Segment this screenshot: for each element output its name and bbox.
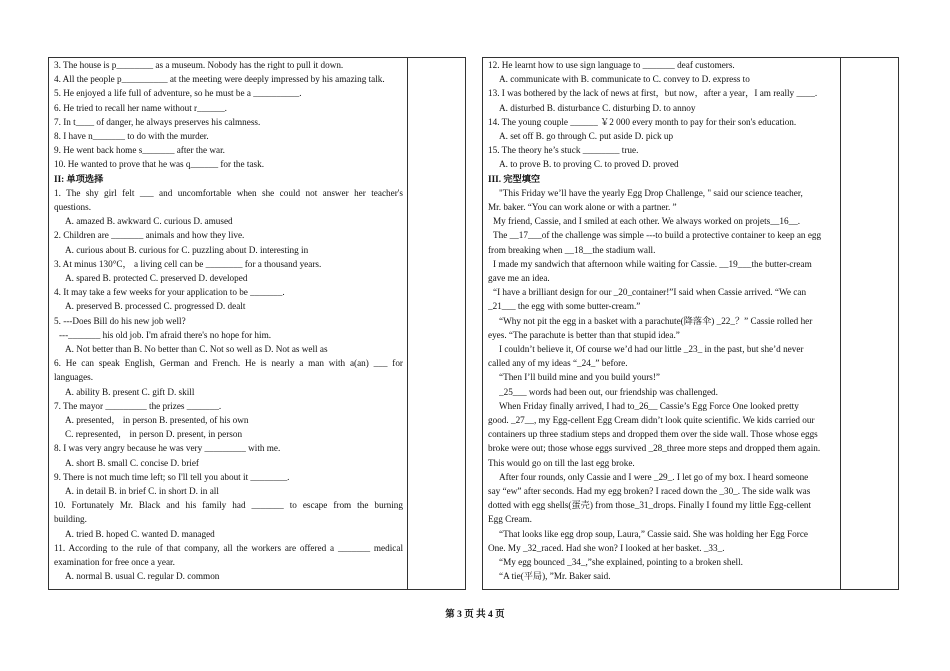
text-line: 14. The young couple ______ ￥2 000 every month to pay for their son's education. — [488, 116, 797, 127]
text-line: 12. He learnt how to use sign language to _______ deaf customers. — [488, 60, 735, 70]
text-line: "This Friday we’ll have the yearly Egg Drop Challenge, " said our science teacher, — [499, 187, 803, 198]
text-line: The __17___of the challenge was simple ---to build a protective container to keep an egg — [493, 230, 822, 241]
text-line: I made my sandwich that afternoon while waiting for Cassie. __19___the butter-cream — [493, 258, 812, 269]
text-line: 10. He wanted to prove that he was q______ for the task. — [54, 159, 264, 170]
text-line: 6. He can speak English, German and French. He is nearly a man with a(an) ___ for — [54, 358, 403, 369]
text-line: “A tie(平局), ”Mr. Baker said. — [499, 571, 611, 582]
text-line: 10. Fortunately Mr. Black and his family had _______ to escape from the burning — [54, 500, 403, 511]
text-line: 3. The house is p________ as a museum. Nobody has the right to pull it down. — [54, 60, 344, 70]
text-line: eyes. “The parachute is better than that stupid idea.” — [488, 329, 680, 340]
left-page-panel — [48, 57, 466, 590]
text-line: building. — [54, 514, 87, 525]
text-line: “My egg bounced _34_,”she explained, pointing to a broken shell. — [499, 557, 743, 567]
text-line: broke were out; those whose eggs survived _28_three more steps and dropped them again. — [488, 443, 821, 454]
text-line: questions. — [54, 202, 92, 212]
text-line: _21___ the egg with some butter-cream.” — [488, 301, 641, 312]
text-line: examination for free once a year. — [54, 557, 175, 567]
left-notes-column — [406, 58, 465, 589]
option-line: A. curious about B. curious for C. puzzling about D. interesting in — [65, 244, 309, 255]
text-line: This would go on till the last egg broke. — [488, 457, 635, 468]
text-line: One. My _32_raced. Had she won? I looked at her basket. _33_. — [488, 542, 725, 553]
right-text-column — [483, 58, 841, 589]
section-heading: II: 单项选择 — [54, 173, 104, 184]
text-line: 15. The theory he’s stuck ________ true. — [488, 145, 639, 156]
text-line: 2. Children are _______ animals and how they live. — [54, 230, 245, 241]
option-line: A. preserved B. processed C. progressed D. dealt — [65, 301, 246, 312]
option-line: A. set off B. go through C. put aside D. pick up — [499, 131, 674, 141]
text-line: 5. He enjoyed a life full of adventure, so he must be a __________. — [54, 88, 302, 99]
right-notes-column — [839, 58, 898, 589]
option-line: A. communicate with B. communicate to C. convey to D. express to — [499, 74, 750, 85]
text-line: 11. According to the rule of that company, all the workers are offered a _______ medical — [54, 542, 403, 553]
text-line: 9. There is not much time left; so I'll tell you about it ________. — [54, 471, 290, 482]
text-line: containers up three stadium steps and dropped them over the side wall. Those whose eggs — [488, 429, 818, 440]
text-line: 8. I have n_______ to do with the murder. — [54, 131, 209, 141]
text-line: _25___ words had been out, our friendship was challenged. — [499, 386, 718, 397]
text-line: 7. The mayor _________ the prizes _______. — [54, 400, 222, 411]
text-line: dotted with egg shells(蛋壳) from those_31_drops. Finally I found my little Egg-cellent — [488, 500, 812, 511]
text-line: Egg Cream. — [488, 514, 532, 525]
section-heading: III. 完型填空 — [488, 173, 541, 184]
option-line: C. represented， in person D. present, in person — [65, 429, 243, 440]
text-line: Mr. baker. “You can work alone or with a partner. ” — [488, 202, 677, 212]
left-text-column — [49, 58, 408, 589]
text-line: languages. — [54, 372, 94, 383]
option-line: A. normal B. usual C. regular D. common — [65, 571, 220, 582]
text-line: 4. It may take a few weeks for your application to be _______. — [54, 287, 285, 298]
option-line: A. presented， in person B. presented, of his own — [65, 415, 249, 425]
text-line: 13. I was bothered by the lack of news at first，but now，after a year，I am really ____. — [488, 88, 818, 99]
text-line: 9. He went back home s_______ after the war. — [54, 145, 225, 156]
text-line: ---_______ his old job. I'm afraid there's no hope for him. — [59, 329, 272, 340]
right-page-panel — [482, 57, 899, 590]
text-line: When Friday finally arrived, I had to_26__ Cassie’s Egg Force One looked pretty — [499, 400, 799, 411]
text-line: called any of my ideas “_24_” before. — [488, 358, 628, 369]
text-line: 6. He tried to recall her name without r______. — [54, 102, 227, 113]
text-line: “I have a brilliant design for our _20_container!”I said when Cassie arrived. “We can — [493, 287, 807, 298]
option-line: A. to prove B. to proving C. to proved D. proved — [499, 159, 679, 170]
text-line: My friend, Cassie, and I smiled at each other. We always worked on projets__16__. — [493, 216, 801, 227]
text-line: 5. ---Does Bill do his new job well? — [54, 315, 186, 326]
text-line: “Why not pit the egg in a basket with a parachute(降落伞) _22_？” Cassie rolled her — [499, 315, 813, 326]
text-line: say “ew” after seconds. Had my egg broken? I raced down the _30_. The side walk was — [488, 486, 811, 496]
option-line: A. Not better than B. No better than C. Not so well as D. Not as well as — [65, 344, 328, 354]
text-line: “Then I’ll build mine and you build yours!” — [499, 372, 661, 383]
option-line: A. in detail B. in brief C. in short D. in all — [65, 486, 219, 496]
text-line: good. _27__, my Egg-cellent Egg Cream didn’t look quite scientific. We kids carried our — [488, 415, 815, 425]
text-line: 4. All the people p__________ at the meeting were deeply impressed by his amazing talk. — [54, 74, 385, 85]
page-number: 第 3 页 共 4 页 — [445, 610, 505, 620]
text-line: “That looks like egg drop soup, Laura,” Cassie said. She was holding her Egg Force — [499, 528, 808, 539]
text-line: 3. At minus 130°C， a living cell can be ________ for a thousand years. — [54, 258, 322, 269]
text-line: gave me an idea. — [488, 273, 550, 283]
text-line: After four rounds, only Cassie and I were _29_. I let go of my box. I heard someone — [499, 471, 809, 482]
option-line: A. spared B. protected C. preserved D. developed — [65, 273, 248, 283]
option-line: A. ability B. present C. gift D. skill — [65, 386, 195, 397]
option-line: A. short B. small C. concise D. brief — [65, 457, 199, 468]
option-line: A. amazed B. awkward C. curious D. amused — [65, 216, 233, 227]
text-line: I couldn’t believe it, Of course we’d had our little _23_ in the past, but she’d never — [499, 344, 804, 354]
text-line: 8. I was very angry because he was very _________ with me. — [54, 443, 281, 454]
text-line: 7. In t____ of danger, he always preserves his calmness. — [54, 116, 261, 127]
text-line: 1. The shy girl felt ___ and uncomfortable when she could not answer her teacher's — [54, 187, 403, 198]
text-line: from breaking when __18__the stadium wall. — [488, 244, 656, 255]
option-line: A. disturbed B. disturbance C. disturbing D. to annoy — [499, 102, 696, 113]
option-line: A. tried B. hoped C. wanted D. managed — [65, 528, 215, 539]
